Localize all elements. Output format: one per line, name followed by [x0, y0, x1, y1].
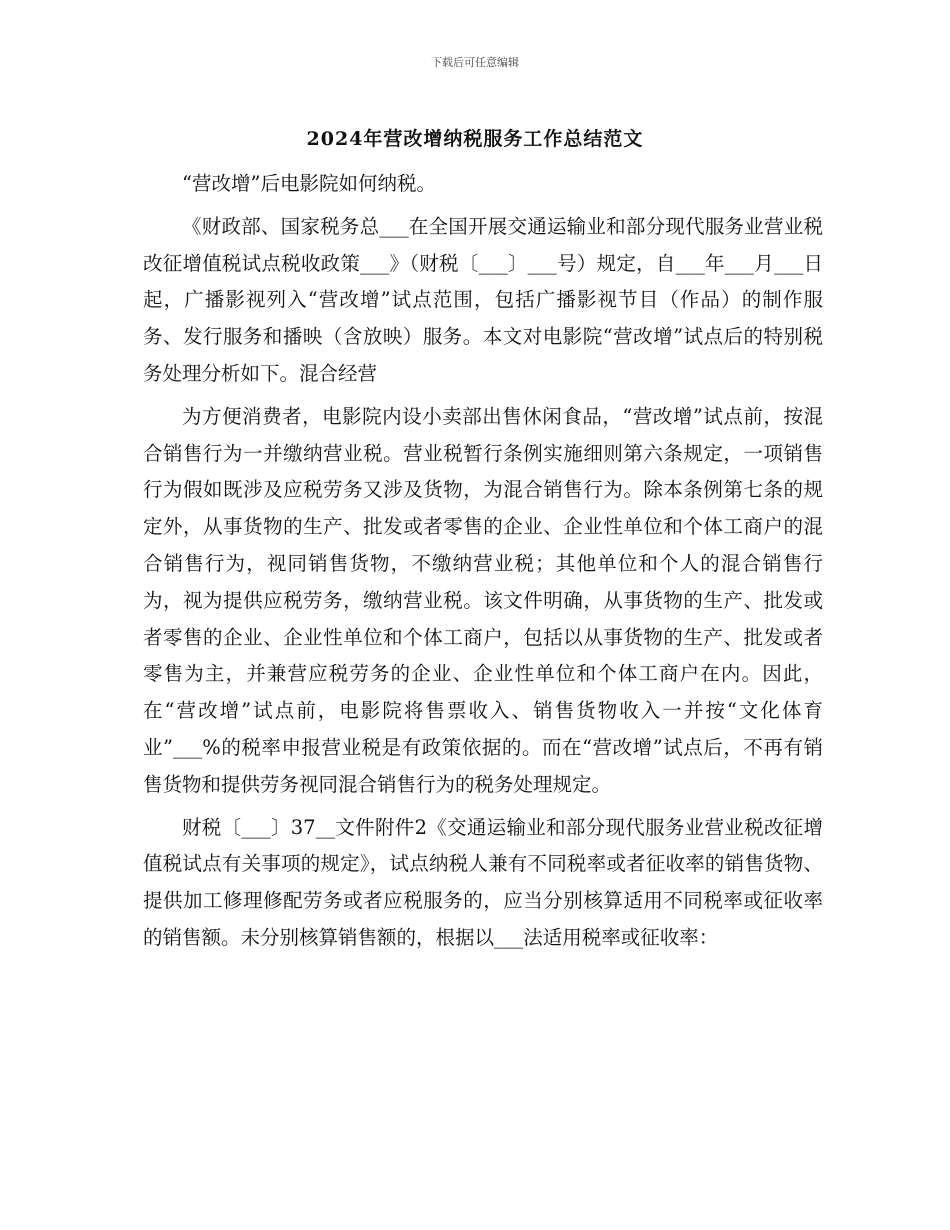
document-body	[143, 166, 823, 957]
document-title: 2024年营改增纳税服务工作总结范文	[306, 128, 644, 150]
paragraph: 为方便消费者，电影院内设小卖部出售休闲食品，“营改增”试点前，按混合销售行为一并缴纳营业税。营业税暂行条例实施细则第六条规定，一项销售行为假如既涉及应税劳务又涉及货物，为混合销售行为。除本条例第七条的规定外，从事货物的生产、批发或者零售的企业、企业性单位和个体工商户的混合销售行为，视同销售货物，不缴纳营业税；其他单位和个人的混合销售行为，视为提供应税劳务，缴纳营业税。该文件明确，从事货物的生产、批发或者零售的企业、企业性单位和个体工商户，包括以从事货物的生产、批发或者零售为主，并兼营应税劳务的企业、企业性单位和个体工商户在内。因此，在“营改增”试点前，电影院将售票收入、销售货物收入一并按“文化体育业”___%的税率申报营业税是有政策依据的。而在“营改增”试点后，不再有销售货物和提供劳务视同混合销售行为的税务处理规定。	[143, 404, 823, 796]
paragraph: 《财政部、国家税务总___在全国开展交通运输业和部分现代服务业营业税改征增值税试点税收政策___》（财税〔___〕___号）规定，自___年___月___日起，广播影视列入“营改增”试点范围，包括广播影视节目（作品）的制作服务、发行服务和播映（含放映）服务。本文对电影院“营改增”试点后的特别税务处理分析如下。混合经营	[143, 214, 823, 385]
paragraph: “营改增”后电影院如何纳税。	[182, 172, 436, 195]
paragraph: 财税〔___〕37__文件附件2《交通运输业和部分现代服务业营业税改征增值税试点有关事项的规定》，试点纳税人兼有不同税率或者征收率的销售货物、提供加工修理修配劳务或者应税服务的，应当分别核算适用不同税率或征收率的销售额。未分别核算销售额的，根据以___法适用税率或征收率：	[143, 815, 823, 949]
header-note: 下载后可任意编辑	[431, 56, 519, 69]
